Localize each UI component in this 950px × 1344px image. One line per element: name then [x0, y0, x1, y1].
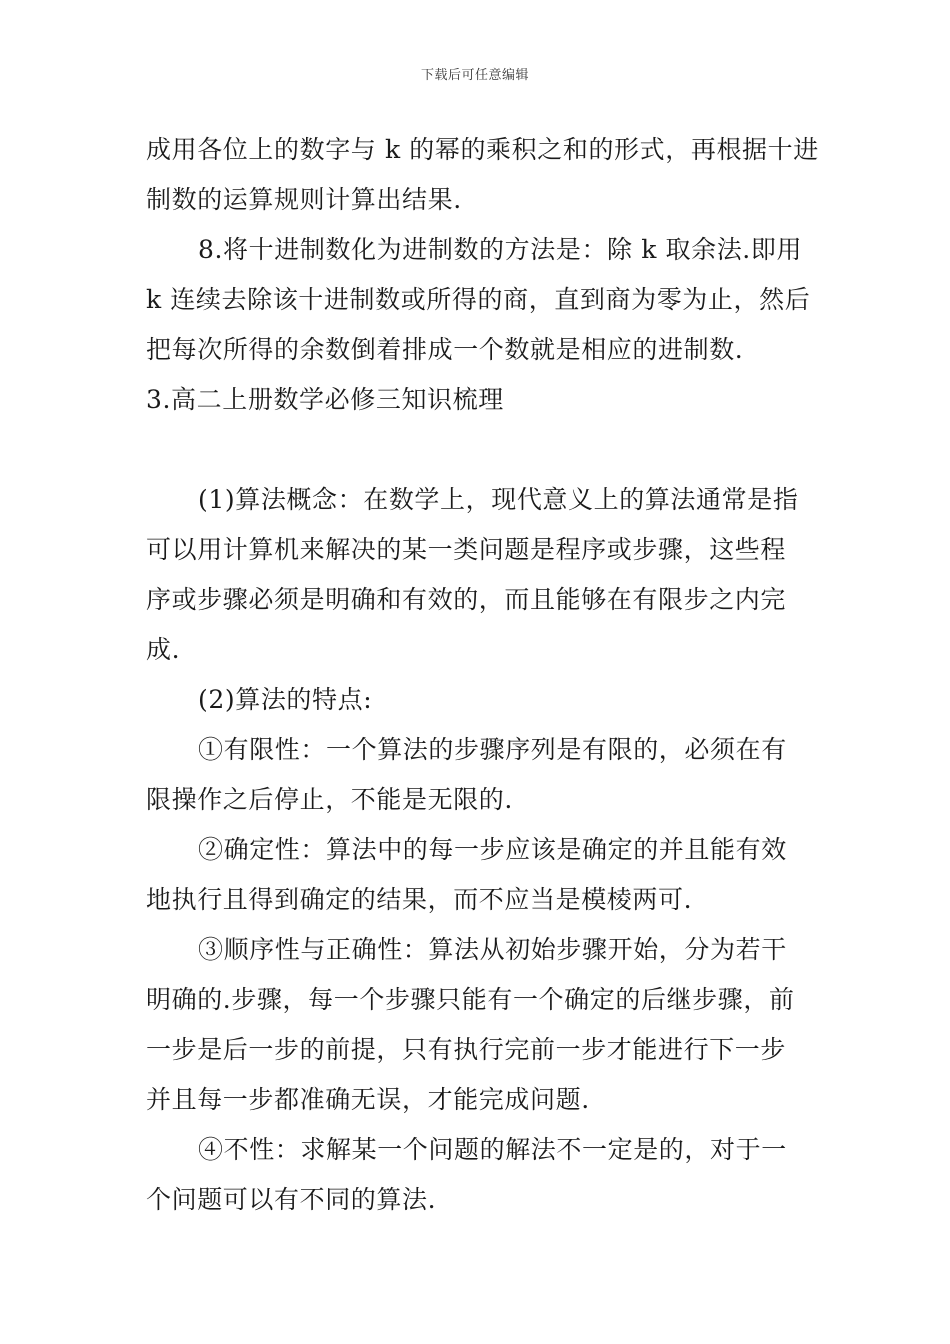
paragraph-line: 可以用计算机来解决的某一类问题是程序或步骤，这些程 — [146, 535, 787, 564]
paragraph-line: 成. — [146, 635, 181, 664]
paragraph-line: k 连续去除该十进制数或所得的商，直到商为零为止，然后 — [146, 285, 811, 314]
paragraph-line: 个问题可以有不同的算法. — [146, 1185, 437, 1214]
paragraph-line: ②确定性：算法中的每一步应该是确定的并且能有效 — [198, 835, 787, 864]
paragraph-line: 限操作之后停止，不能是无限的. — [146, 785, 513, 814]
paragraph-line: 把每次所得的余数倒着排成一个数就是相应的进制数. — [146, 335, 744, 364]
section-heading: 3.高二上册数学必修三知识梳理 — [146, 385, 504, 414]
blank-gap — [146, 425, 806, 475]
paragraph-line: 成用各位上的数字与 k 的幂的乘积之和的形式，再根据十进 — [146, 135, 819, 164]
paragraph-line: ③顺序性与正确性：算法从初始步骤开始，分为若干 — [198, 935, 787, 964]
paragraph-line: 8.将十进制数化为进制数的方法是：除 k 取余法.即用 — [198, 235, 803, 264]
paragraph-line: 明确的.步骤，每一个步骤只能有一个确定的后继步骤，前 — [146, 985, 795, 1014]
paragraph-line: (1)算法概念：在数学上，现代意义上的算法通常是指 — [198, 485, 799, 514]
paragraph-line: 一步是后一步的前提，只有执行完前一步才能进行下一步 — [146, 1035, 787, 1064]
paragraph-line: 制数的运算规则计算出结果. — [146, 185, 462, 214]
paragraph-line: 序或步骤必须是明确和有效的，而且能够在有限步之内完 — [146, 585, 787, 614]
document-body — [146, 125, 819, 1225]
paragraph-line: 地执行且得到确定的结果，而不应当是模棱两可. — [146, 885, 693, 914]
paragraph-line: 并且每一步都准确无误，才能完成问题. — [146, 1085, 590, 1114]
paragraph-line: ④不性：求解某一个问题的解法不一定是的，对于一 — [198, 1135, 787, 1164]
paragraph-line: (2)算法的特点: — [198, 685, 373, 714]
page-header: 下载后可任意编辑 — [420, 68, 529, 83]
paragraph-line: ①有限性：一个算法的步骤序列是有限的，必须在有 — [198, 735, 787, 764]
